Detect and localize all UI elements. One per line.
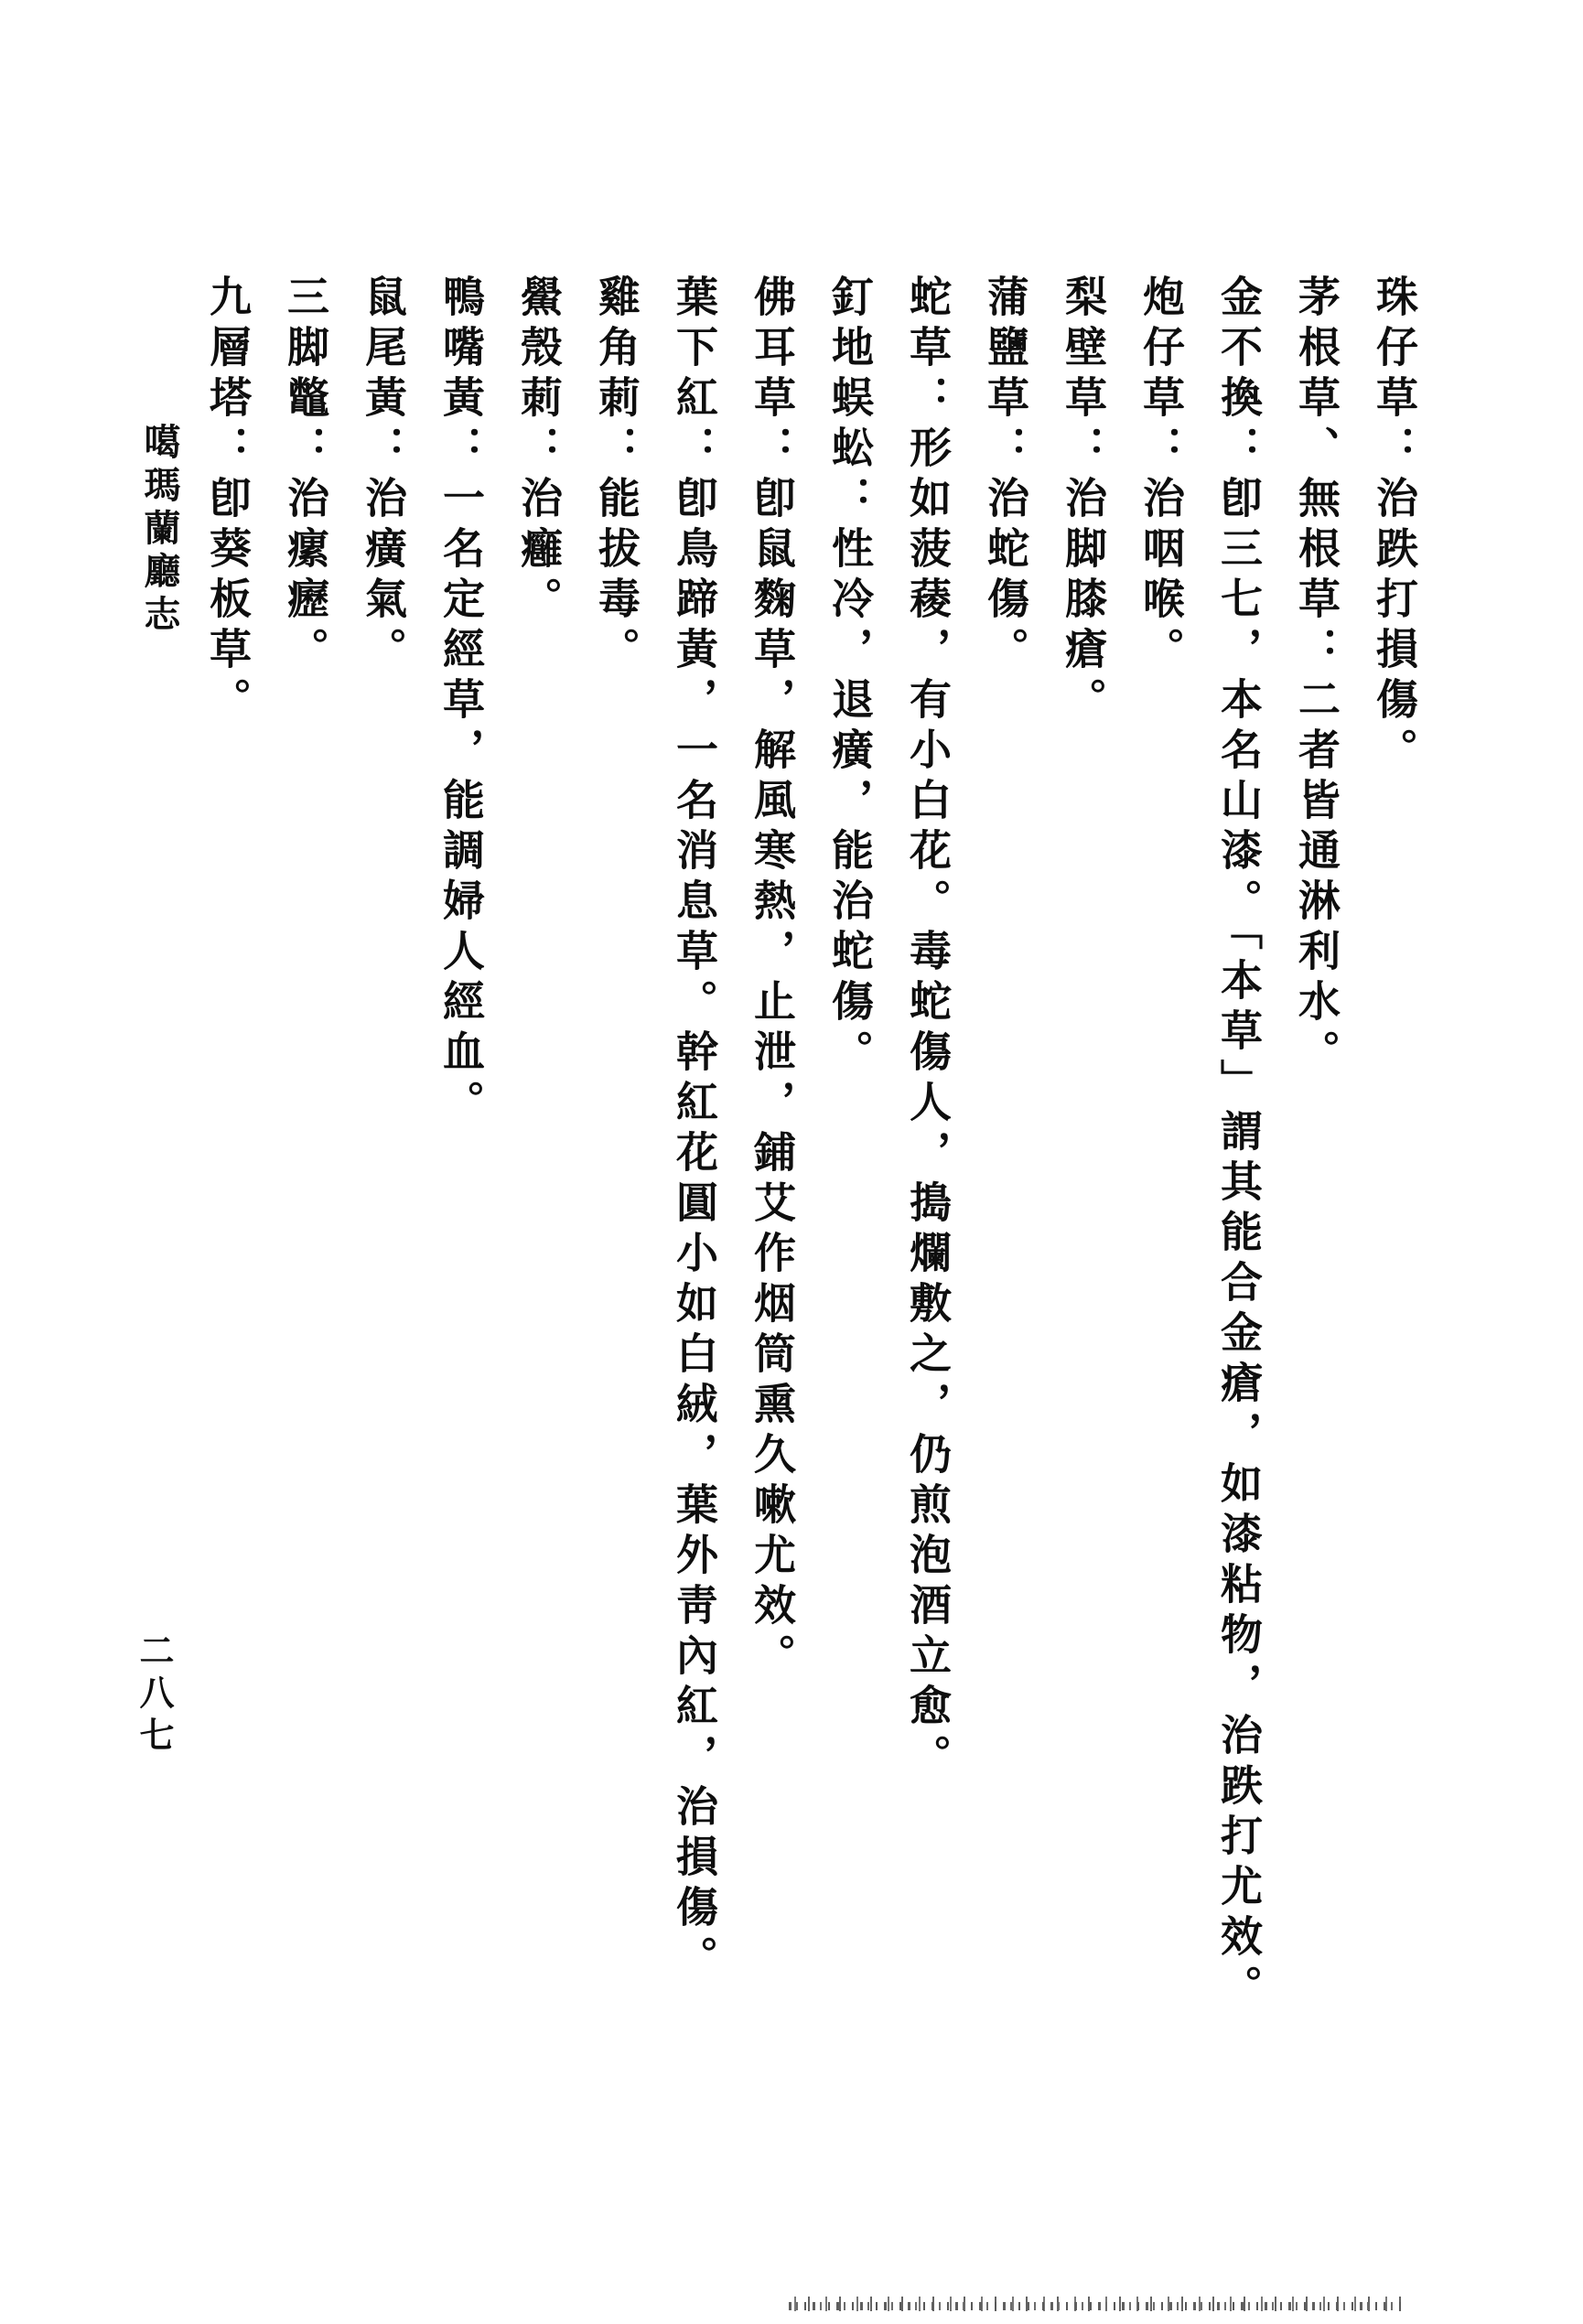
herb-entry: 九層塔：卽葵板草。 <box>204 274 251 727</box>
book-title: 噶瑪蘭廳志 <box>139 423 180 638</box>
herb-entry: 葉下紅：卽鳥蹄黃，一名消息草。幹紅花圓小如白絨，葉外靑內紅，治損傷。 <box>671 274 717 1985</box>
herb-entry: 蒲鹽草：治蛇傷。 <box>982 274 1028 677</box>
herb-entry: 雞角莿：能拔毒。 <box>593 274 640 677</box>
herb-entry: 茅根草、無根草：二者皆通淋利水。 <box>1293 274 1340 1080</box>
herb-entry: 三脚鼈：治瘰癧。 <box>282 274 328 677</box>
herb-entry: 珠仔草：治跌打損傷。 <box>1371 274 1417 778</box>
herb-entry: 金不換：卽三七，本名山漆。「本草」謂其能合金瘡，如漆粘物，治跌打尤效。 <box>1215 274 1262 2015</box>
herb-entry: 蛇草：形如菠薐，有小白花。毒蛇傷人，搗爛敷之，仍煎泡酒立愈。 <box>904 274 951 1784</box>
herb-entry: 鴨嘴黃：一名定經草，能調婦人經血。 <box>437 274 484 1130</box>
print-artifact-noise <box>789 2291 1407 2319</box>
herb-entry: 鼠尾黃：治癀氣。 <box>360 274 406 677</box>
herb-glossary-columns <box>188 274 1433 2077</box>
herb-entry: 釘地蜈蚣：性冷，退癀，能治蛇傷。 <box>826 274 873 1080</box>
herb-entry: 炮仔草：治咽喉。 <box>1137 274 1184 677</box>
herb-entry: 鱟殼莿：治癰。 <box>515 274 562 627</box>
herb-entry: 佛耳草：卽鼠麴草，解風寒熱，止泄，鋪艾作烟筒熏久嗽尤效。 <box>748 274 795 1684</box>
herb-entry: 梨壁草：治脚膝瘡。 <box>1060 274 1106 727</box>
page-number: 二八七 <box>134 1632 172 1759</box>
